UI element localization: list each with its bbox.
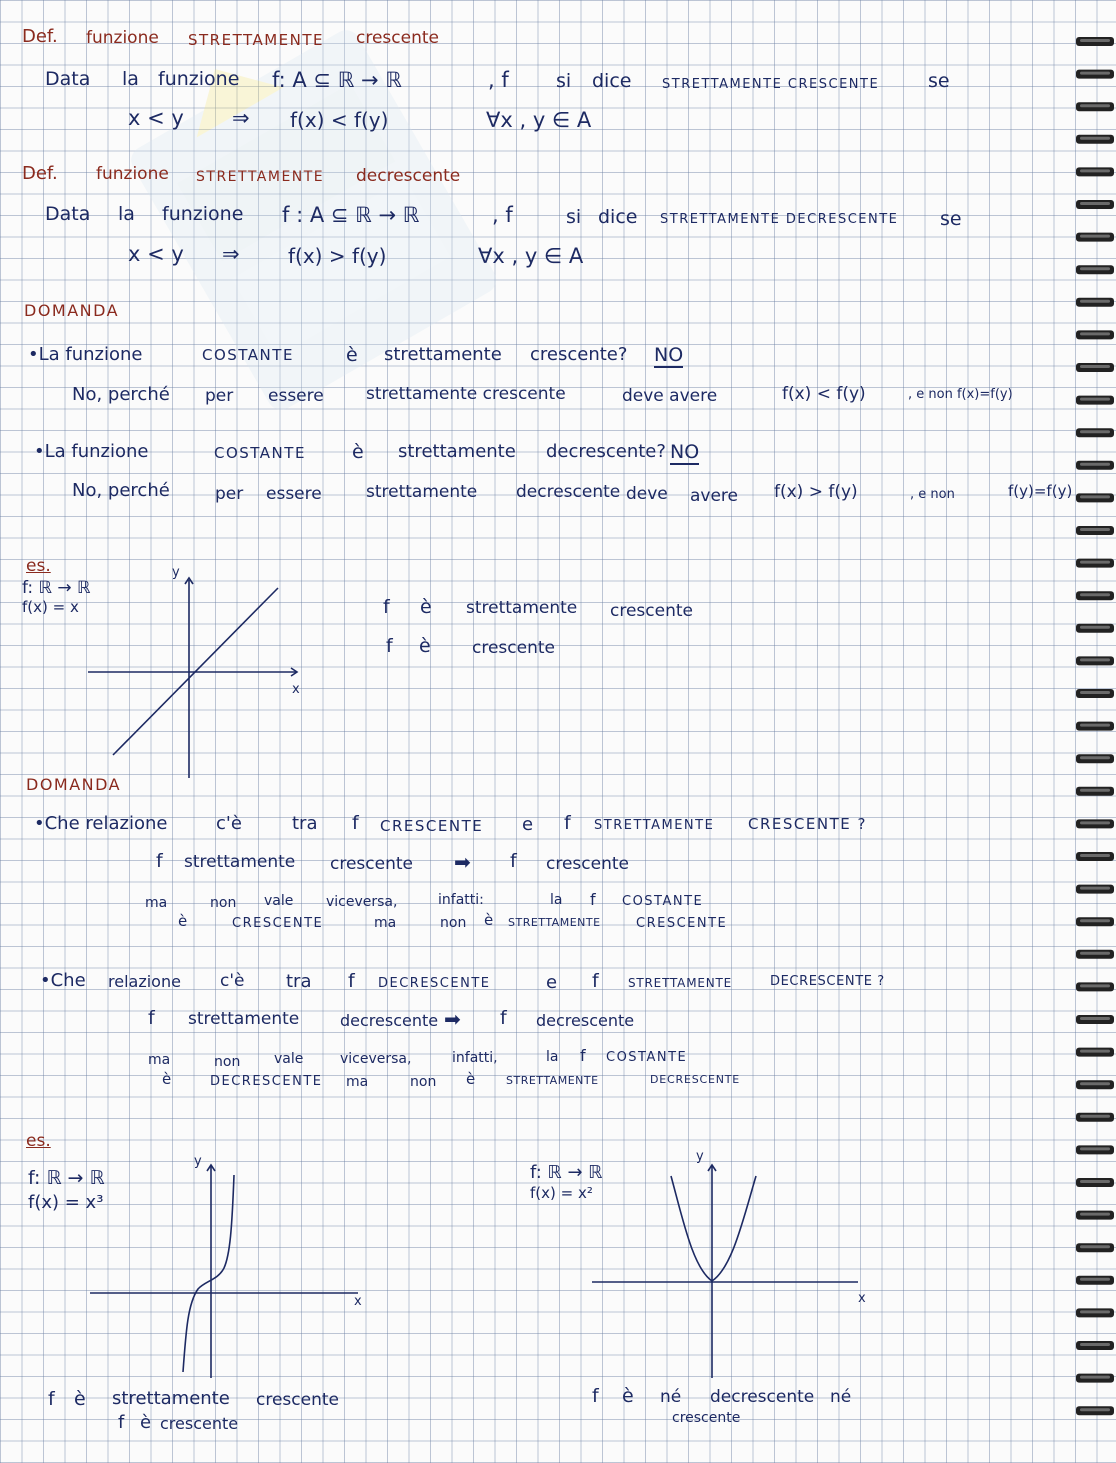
domanda1-a2-fy-eq-fy: f(y)=f(y) — [1008, 482, 1073, 500]
def2-title-caps: STRETTAMENTE — [196, 169, 325, 185]
domanda2-note2b-non: non — [410, 1074, 437, 1090]
es1-note1-e: è — [420, 596, 432, 618]
domanda2-q1-f2: f — [564, 812, 571, 834]
domanda2-impl2-decrescente2: decrescente — [536, 1011, 635, 1030]
domanda1-q2-costante: COSTANTE — [214, 444, 306, 462]
domanda2-note1b-ma: ma — [374, 915, 397, 931]
es1-note1-strettamente: strettamente — [466, 598, 578, 618]
domanda1-q1-start: •La funzione — [28, 344, 143, 365]
domanda2-q1-start: •Che relazione — [34, 813, 168, 834]
domanda1-q1-crescente: crescente? — [530, 344, 628, 365]
domanda1-a1-essere: essere — [268, 386, 324, 406]
es2-right-note2-crescente: crescente — [672, 1410, 741, 1426]
es2-right-note1-ne2: né — [830, 1387, 852, 1407]
domanda2-note1b-crescente: CRESCENTE — [232, 916, 324, 931]
def1-text-la: la — [122, 68, 139, 90]
domanda2-note1a-non: non — [210, 895, 237, 911]
domanda2-note2b-decrescente: DECRESCENTE — [210, 1074, 323, 1089]
def1-text-data: Data — [45, 68, 91, 90]
domanda1-q2-strettamente: strettamente — [398, 441, 516, 462]
domanda1-a1-deve-avere: deve avere — [622, 386, 718, 406]
def2-title-prefix: Def. — [22, 163, 58, 184]
domanda1-a1-strettamente-crescente: strettamente crescente — [366, 384, 566, 404]
domanda1-a2-essere: essere — [266, 484, 322, 504]
es1-label: es. — [26, 556, 51, 576]
domanda1-q1-costante: COSTANTE — [202, 346, 294, 364]
domanda2-note1a-costante: COSTANTE — [622, 894, 704, 909]
es2-label: es. — [26, 1131, 51, 1151]
domanda1-a1-perche: No, perché — [72, 384, 170, 405]
domanda1-q1-e: è — [346, 344, 358, 366]
es2-right-note1-f: f — [592, 1385, 599, 1407]
def1-title-word: funzione — [86, 28, 159, 48]
es2-left-note2-e: è — [140, 1412, 152, 1433]
es1-note1-f: f — [383, 596, 390, 618]
es2-left-note1-e: è — [74, 1388, 86, 1410]
domanda2-note1a-f: f — [590, 890, 596, 909]
es2-right-axis-y-label: y — [696, 1149, 704, 1164]
def1-text-si: si — [556, 70, 572, 92]
domanda1-q2-start: •La funzione — [34, 441, 149, 462]
domanda2-impl1-f1: f — [156, 850, 163, 872]
domanda2-q2-f1: f — [348, 970, 355, 992]
domanda2-q2-strettamente: STRETTAMENTE — [628, 976, 733, 990]
def2-text-dice: dice — [598, 206, 638, 228]
domanda2-note2b-e: è — [162, 1070, 172, 1088]
def2-title-end: decrescente — [356, 166, 461, 186]
es2-left-axis-y-label: y — [194, 1154, 202, 1169]
domanda2-q2-che: •Che — [40, 970, 86, 991]
es1-func-rule: f(x) = x — [22, 598, 79, 616]
es1-note2-crescente: crescente — [472, 638, 555, 658]
es1-note2-f: f — [386, 635, 393, 657]
def1-title-prefix: Def. — [22, 26, 58, 47]
es2-left-func-domain: f: ℝ → ℝ — [28, 1167, 105, 1189]
domanda1-a1-per: per — [205, 386, 234, 406]
domanda2-note1b-strettamente: STRETTAMENTE — [508, 916, 601, 929]
domanda2-q2-f2: f — [592, 970, 599, 992]
es1-note2-e: è — [419, 635, 431, 657]
es2-right-graph — [592, 1165, 858, 1378]
domanda2-note1a-infatti: infatti: — [438, 892, 484, 908]
es2-right-note1-e: è — [622, 1385, 634, 1407]
domanda1-a2-fx-gt-fy: f(x) > f(y) — [774, 482, 858, 502]
def2-text-strettamente-decrescente: STRETTAMENTE DECRESCENTE — [660, 212, 899, 227]
domanda2-note2b-strettamente: STRETTAMENTE — [506, 1074, 599, 1087]
domanda2-q2-decrescente2: DECRESCENTE ? — [770, 974, 885, 989]
domanda2-q1-f1: f — [352, 812, 359, 834]
es2-left-graph — [90, 1165, 358, 1378]
domanda2-note1a-vale: vale — [264, 893, 294, 909]
domanda1-q1-strettamente: strettamente — [384, 344, 502, 365]
def2-function-map: f : A ⊆ ℝ → ℝ — [282, 203, 420, 227]
domanda2-note2a-la: la — [546, 1049, 559, 1065]
def2-text-funzione: funzione — [162, 203, 244, 225]
domanda2-note2a-non: non — [214, 1054, 241, 1070]
def2-condition-xy: x < y — [128, 242, 184, 266]
es2-left-note2-f: f — [118, 1412, 125, 1433]
domanda1-a2-avere: avere — [690, 486, 739, 506]
domanda2-note2b-decrescente2: DECRESCENTE — [650, 1073, 741, 1086]
domanda1-q1-answer: NO — [654, 344, 684, 366]
domanda2-note1a-la: la — [550, 892, 563, 908]
domanda2-note2b-ma: ma — [346, 1074, 369, 1090]
es2-right-func-domain: f: ℝ → ℝ — [530, 1162, 603, 1183]
domanda2-note1a-ma: ma — [145, 895, 168, 911]
def1-implies: ⇒ — [232, 106, 250, 130]
domanda1-a2-per: per — [215, 484, 244, 504]
es2-right-curve-x-squared — [671, 1176, 756, 1281]
domanda2-note2a-infatti: infatti, — [452, 1050, 498, 1066]
def1-title-end: crescente — [356, 28, 439, 48]
domanda2-q2-decrescente: DECRESCENTE — [378, 976, 491, 991]
def2-title-word: funzione — [96, 164, 169, 184]
domanda2-note1b-e: è — [178, 912, 188, 930]
domanda2-q1-strettamente: STRETTAMENTE — [594, 818, 715, 833]
domanda1-q2-decrescente: decrescente? — [546, 441, 666, 462]
domanda2-note2a-f: f — [580, 1046, 586, 1065]
domanda2-heading: DOMANDA — [26, 775, 122, 794]
def1-text-f: , f — [488, 68, 509, 92]
domanda2-impl2-f1: f — [148, 1007, 155, 1029]
domanda2-q2-e: e — [546, 972, 558, 993]
domanda2-impl2-decrescente: decrescente — [340, 1011, 439, 1030]
es1-func-domain: f: ℝ → ℝ — [22, 578, 91, 598]
domanda1-q2-answer: NO — [670, 441, 700, 463]
def2-implies: ⇒ — [222, 242, 240, 266]
domanda1-a1-e-non: , e non f(x)=f(y) — [908, 387, 1013, 402]
domanda2-q2-relazione: relazione — [108, 972, 181, 991]
es2-right-note1-decrescente: decrescente — [710, 1387, 815, 1407]
def1-text-funzione: funzione — [158, 68, 240, 90]
domanda2-q1-ce: c'è — [216, 813, 242, 834]
es2-left-note1-strettamente: strettamente — [112, 1388, 230, 1409]
domanda2-q2-tra: tra — [286, 971, 312, 992]
domanda2-note1a-viceversa: viceversa, — [326, 894, 398, 910]
domanda1-heading: DOMANDA — [24, 301, 120, 320]
domanda2-impl1-f2: f — [510, 850, 517, 872]
def1-text-se: se — [928, 70, 950, 92]
domanda2-note2a-vale: vale — [274, 1051, 304, 1067]
domanda2-q1-crescente: CRESCENTE — [380, 817, 484, 835]
domanda2-impl1-strettamente: strettamente — [184, 852, 296, 872]
domanda1-a2-e-non: , e non — [910, 487, 955, 502]
def2-text-data: Data — [45, 203, 91, 225]
domanda1-a2-decrescente: decrescente — [516, 482, 621, 502]
es2-left-note1-crescente: crescente — [256, 1390, 339, 1410]
es2-left-axis-x-label: x — [354, 1294, 362, 1309]
es1-graph — [88, 578, 297, 778]
es1-note1-crescente: crescente — [610, 601, 693, 621]
domanda2-note1b-crescente2: CRESCENTE — [636, 916, 728, 931]
def2-text-se: se — [940, 208, 962, 230]
domanda2-note2a-viceversa: viceversa, — [340, 1051, 412, 1067]
def1-consequence: f(x) < f(y) — [290, 108, 389, 132]
domanda1-q2-e: è — [352, 441, 364, 463]
domanda2-impl1-crescente: crescente — [330, 854, 413, 874]
domanda2-q2-ce: c'è — [220, 971, 245, 991]
domanda2-note1b-e2: è — [484, 911, 494, 929]
domanda2-q1-tra: tra — [292, 813, 318, 834]
es2-right-note1-ne1: né — [660, 1387, 682, 1407]
es2-left-func-rule: f(x) = x³ — [28, 1192, 104, 1213]
domanda2-impl1-arrow: ➡ — [454, 850, 471, 874]
es2-left-curve-x-cubed — [183, 1175, 234, 1372]
def2-quantifier: ∀x , y ∈ A — [478, 244, 584, 268]
es2-right-axis-x-label: x — [858, 1291, 866, 1306]
def2-text-la: la — [118, 203, 135, 225]
domanda1-a2-perche: No, perché — [72, 480, 170, 501]
def1-function-map: f: A ⊆ ℝ → ℝ — [272, 68, 402, 92]
def1-condition-xy: x < y — [128, 106, 184, 130]
domanda2-q1-crescente2: CRESCENTE ? — [748, 815, 867, 833]
def2-text-si: si — [566, 206, 582, 228]
def1-quantifier: ∀x , y ∈ A — [486, 108, 592, 132]
domanda1-a2-strettamente: strettamente — [366, 482, 478, 502]
domanda2-note1b-non: non — [440, 915, 467, 931]
domanda2-note2a-costante: COSTANTE — [606, 1050, 688, 1065]
domanda2-impl2-arrow: ➡ — [444, 1007, 461, 1031]
domanda1-a2-deve: deve — [626, 484, 668, 504]
def1-text-strettamente-crescente: STRETTAMENTE CRESCENTE — [662, 77, 880, 92]
domanda2-note2b-e2: è — [466, 1070, 476, 1088]
domanda2-impl2-f2: f — [500, 1007, 507, 1029]
domanda2-impl2-strettamente: strettamente — [188, 1009, 300, 1029]
def1-text-dice: dice — [592, 70, 632, 92]
es2-left-note1-f: f — [48, 1388, 55, 1410]
def1-title-caps: STRETTAMENTE — [188, 31, 325, 49]
domanda2-impl1-crescente2: crescente — [546, 854, 629, 874]
es2-right-func-rule: f(x) = x² — [530, 1184, 593, 1202]
def2-consequence: f(x) > f(y) — [288, 244, 387, 268]
domanda1-a1-fx-lt-fy: f(x) < f(y) — [782, 384, 866, 404]
es1-axis-y-label: y — [172, 565, 180, 580]
es1-axis-x-label: x — [292, 682, 300, 697]
domanda2-q1-e: e — [522, 814, 534, 835]
domanda2-note2a-ma: ma — [148, 1052, 171, 1068]
def2-text-f: , f — [492, 203, 513, 227]
es2-left-note2-crescente: crescente — [160, 1414, 239, 1433]
